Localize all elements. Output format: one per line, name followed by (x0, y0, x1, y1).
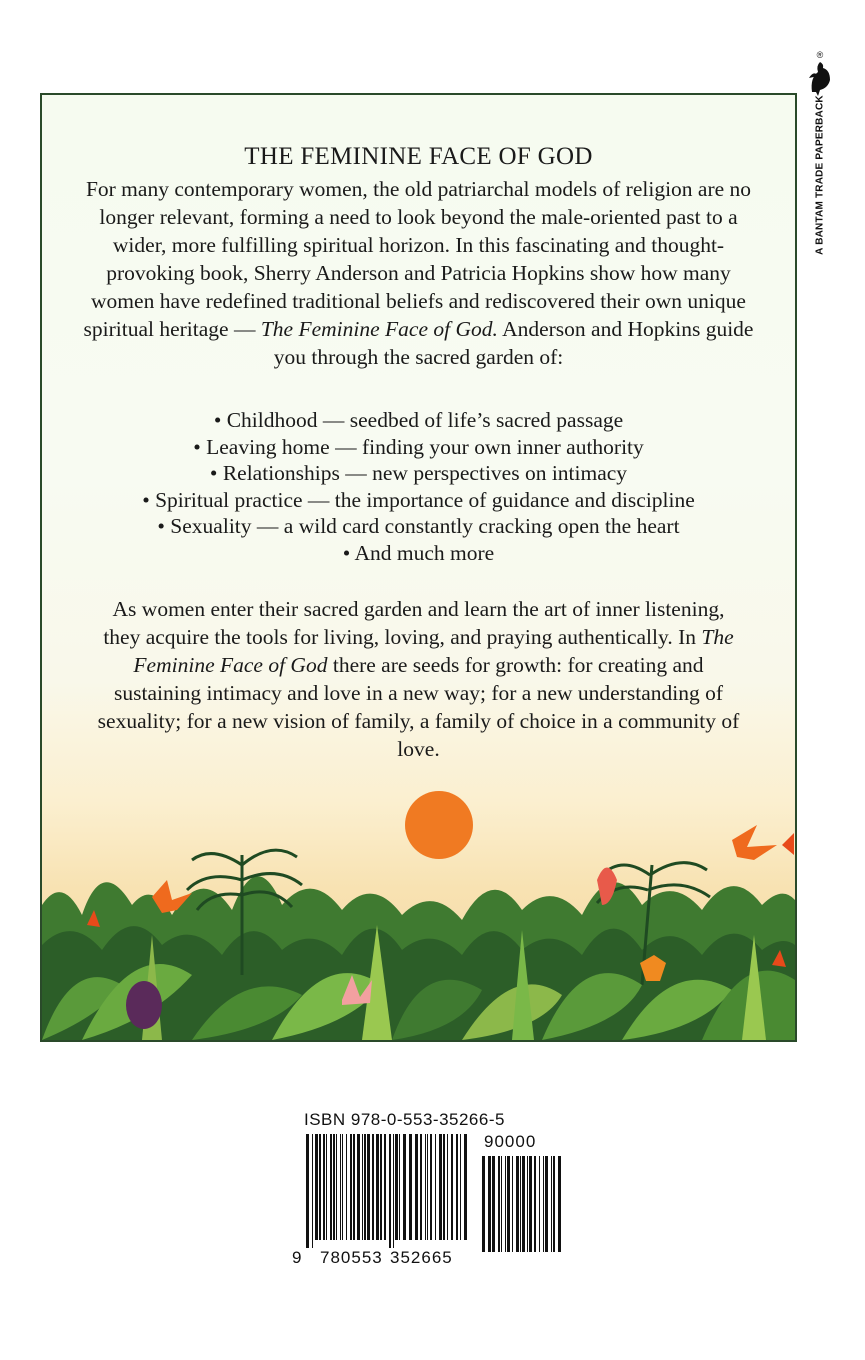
registered-mark: ® (816, 50, 824, 60)
back-cover-panel (40, 93, 797, 1042)
closing-book-title: The Feminine Face of God (133, 625, 734, 677)
barcode-bar (389, 1134, 391, 1248)
barcode-bar (357, 1134, 360, 1240)
topic-item-spiritual-practice: • Spiritual practice — the importance of guidance and discipline (142, 487, 695, 512)
barcode-bar (498, 1156, 500, 1252)
barcode-bar (323, 1134, 325, 1240)
barcode-bar (460, 1134, 461, 1240)
barcode-bar (488, 1156, 491, 1252)
book-title: THE FEMININE FACE OF GOD (244, 143, 593, 170)
intro-text-end: Anderson and Hopkins guide you through the sacred garden of: (273, 317, 754, 369)
barcode-bar (492, 1156, 495, 1252)
barcode-bar (312, 1134, 313, 1248)
barcode-bar (482, 1156, 485, 1252)
barcode-bar (539, 1156, 540, 1252)
barcode-bar (384, 1134, 386, 1240)
barcode-bar (319, 1134, 321, 1240)
barcode-bar (326, 1134, 327, 1240)
barcode-bar (362, 1134, 363, 1240)
rooster-logo (806, 48, 834, 98)
barcode-bar (364, 1134, 366, 1240)
publisher-line: A BANTAM TRADE PAPERBACK (814, 95, 826, 255)
barcode-bar (403, 1134, 406, 1240)
barcode-bar (395, 1134, 398, 1240)
barcode-bar (430, 1134, 432, 1240)
barcode-bar (399, 1134, 400, 1240)
barcode-bar (534, 1156, 536, 1252)
barcode-bar (545, 1156, 548, 1252)
barcode-bar (551, 1156, 552, 1252)
barcode-bar (340, 1134, 341, 1240)
barcode-bar (543, 1156, 544, 1252)
barcode-bar (512, 1156, 513, 1252)
barcode-bar (330, 1134, 332, 1240)
barcode-bar (501, 1156, 502, 1252)
jungle-garden-illustration (42, 785, 795, 1040)
barcode-bar (376, 1134, 379, 1240)
barcode-bar (456, 1134, 458, 1240)
price-code: 90000 (484, 1132, 537, 1151)
barcode-bar (350, 1134, 352, 1240)
barcode-bar (420, 1134, 422, 1240)
barcode-bar (439, 1134, 442, 1240)
barcode-bar (553, 1156, 555, 1252)
topic-list (42, 407, 795, 566)
setting-sun (405, 791, 473, 859)
barcode-bar (346, 1134, 347, 1240)
barcode-bar (367, 1134, 370, 1240)
barcode-bar (315, 1134, 318, 1240)
barcode-bar (443, 1134, 445, 1240)
intro-book-title: The Feminine Face of God. (260, 317, 498, 341)
barcode-bar (529, 1156, 532, 1252)
barcode-bar (435, 1134, 436, 1240)
barcode-bar (522, 1156, 525, 1252)
barcode-bar (425, 1134, 426, 1240)
barcode-digits-right: 352665 (390, 1248, 453, 1267)
topic-item-much-more: • And much more (342, 540, 495, 565)
purple-bud (126, 981, 162, 1029)
barcode-bar (380, 1134, 382, 1240)
bird-of-paradise-right (732, 825, 777, 860)
closing-text-end: there are seeds for growth: for creating and sustaining intimacy and love in a new way; for a new understanding of sexuality; for a new vision of family, a family of choice in a community of love. (97, 653, 740, 761)
barcode-bar (520, 1156, 521, 1252)
barcode-bar (409, 1134, 412, 1240)
barcode-bar (336, 1134, 337, 1240)
intro-paragraph (82, 175, 755, 371)
isbn-label: ISBN 978-0-553-35266-5 (304, 1110, 505, 1129)
barcode-bar (372, 1134, 374, 1240)
barcode-bar (507, 1156, 510, 1252)
barcode-bar (427, 1134, 428, 1240)
addon-barcode-bars (482, 1156, 561, 1252)
topic-item-sexuality: • Sexuality — a wild card constantly cracking open the heart (157, 514, 680, 538)
barcode-digits-left: 780553 (320, 1248, 383, 1267)
closing-text-start: As women enter their sacred garden and learn the art of inner listening, they acquire the tools for living, loving, and praying authentically. In (103, 597, 725, 649)
barcode-bar (505, 1156, 506, 1252)
main-barcode-bars (306, 1134, 467, 1248)
barcode-bar (393, 1134, 394, 1248)
barcode-bar (527, 1156, 528, 1252)
barcode-bar (451, 1134, 453, 1240)
barcode-bar (342, 1134, 343, 1240)
barcode-bar (415, 1134, 418, 1240)
barcode-bar (558, 1156, 561, 1252)
barcode-bar (353, 1134, 355, 1240)
barcode-bar (306, 1134, 309, 1248)
intro-text-start: For many contemporary women, the old patriarchal models of religion are no longer relevant, forming a need to look beyond the male-oriented past to a wider, more fulfilling spiritual horizon. In this fascinating and thought-provoking book, Sherry Anderson and Patricia Hopkins show how many women have redefined traditional beliefs and rediscovered their own unique spiritual heritage — (83, 177, 752, 341)
barcode-digit-lead: 9 (292, 1248, 303, 1267)
closing-paragraph (92, 595, 745, 763)
topic-item-childhood: • Childhood — seedbed of life’s sacred passage (213, 408, 624, 432)
topic-item-leaving-home: • Leaving home — finding your own inner authority (193, 434, 644, 459)
barcode-bar (447, 1134, 448, 1240)
barcode-bar (516, 1156, 519, 1252)
barcode-bar (464, 1134, 467, 1240)
barcode-bar (333, 1134, 335, 1240)
isbn-barcode (290, 1112, 570, 1272)
topic-item-relationships: • Relationships — new perspectives on intimacy (209, 461, 628, 485)
